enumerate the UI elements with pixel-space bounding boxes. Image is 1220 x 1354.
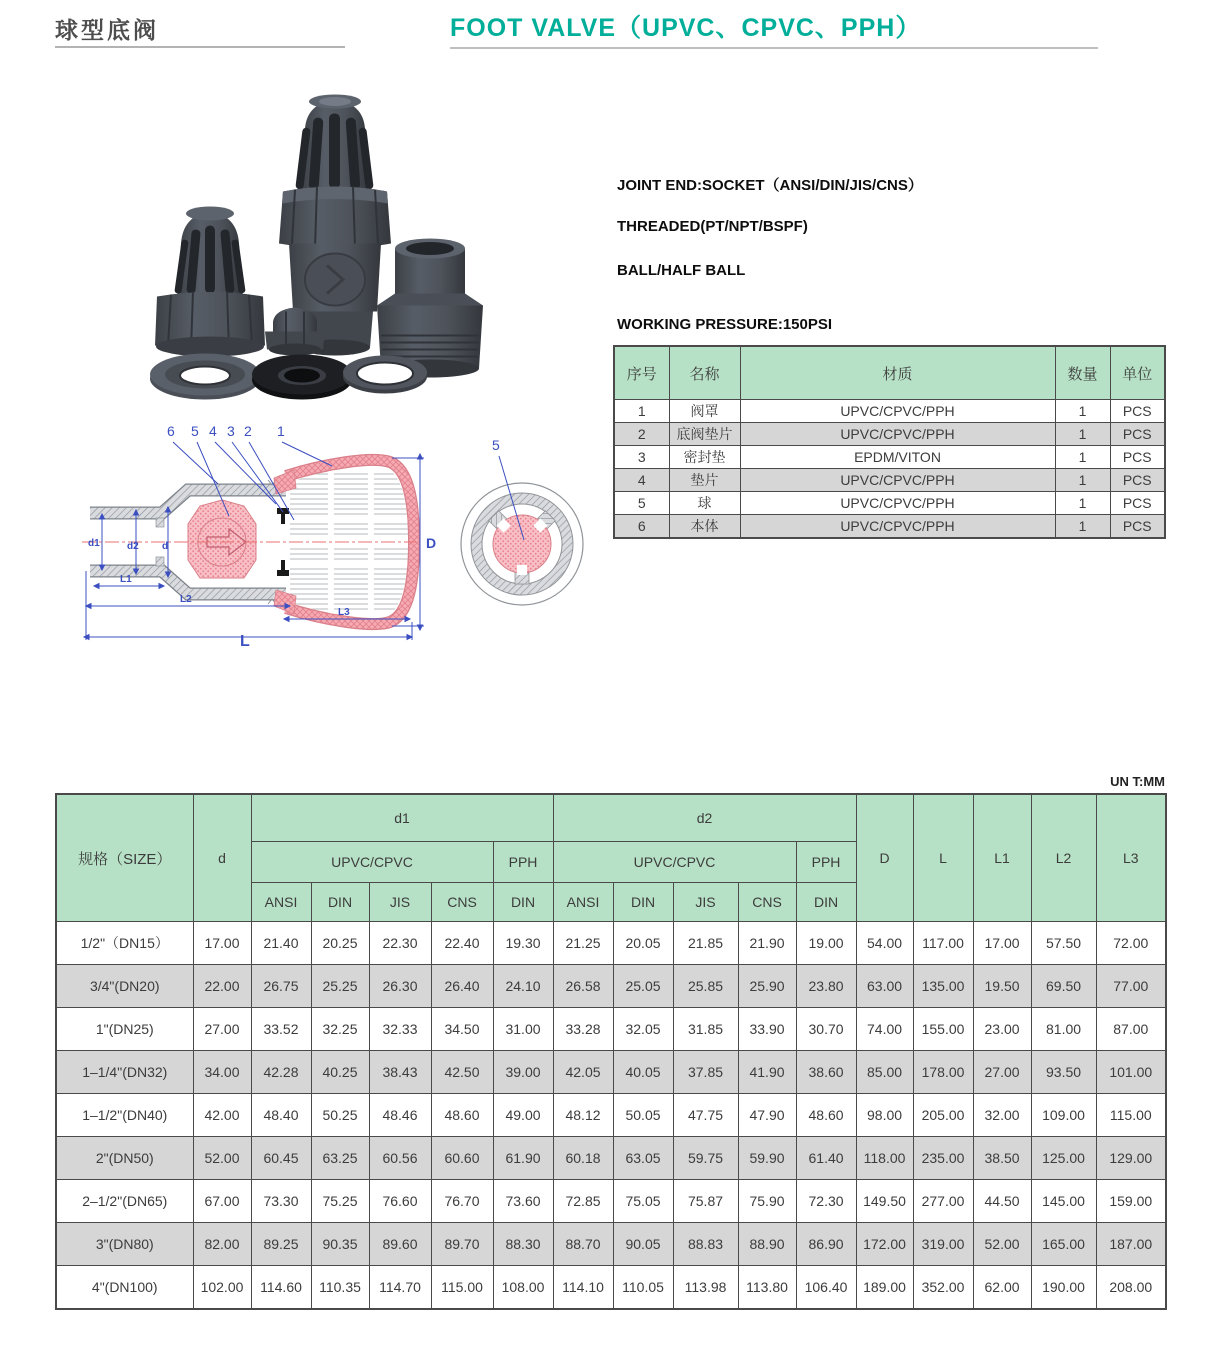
parts-table-cell: PCS [1110,400,1165,423]
drawing-section-view [461,437,583,605]
dim-subheader-ansi-1: ANSI [251,883,311,922]
dim-value-cell: 129.00 [1096,1137,1166,1180]
parts-table-cell: 1 [1055,469,1110,492]
dim-value-cell: 20.25 [311,922,369,965]
dim-value-cell: 115.00 [1096,1094,1166,1137]
dim-value-cell: 42.28 [251,1051,311,1094]
dim-value-cell: 89.25 [251,1223,311,1266]
dim-value-cell: 73.60 [493,1180,553,1223]
dim-value-cell: 208.00 [1096,1266,1166,1310]
dim-value-cell: 72.85 [553,1180,613,1223]
dim-value-cell: 52.00 [193,1137,251,1180]
dim-value-cell: 63.00 [856,965,913,1008]
dim-table-row [56,1180,1166,1223]
dim-value-cell: 48.46 [369,1094,431,1137]
parts-table-row [614,400,1165,423]
dim-value-cell: 88.70 [553,1223,613,1266]
dim-value-cell: 59.75 [673,1137,738,1180]
dim-value-cell: 60.60 [431,1137,493,1180]
dim-size-cell: 1–1/4"(DN32) [56,1051,193,1094]
parts-table-cell: PCS [1110,446,1165,469]
parts-header-name: 名称 [669,346,740,400]
dim-value-cell: 17.00 [193,922,251,965]
dim-label-L1: L1 [120,574,132,585]
dim-size-cell: 1/2"（DN15） [56,922,193,965]
dim-value-cell: 21.90 [738,922,796,965]
parts-header-no: 序号 [614,346,669,400]
dim-value-cell: 23.80 [796,965,856,1008]
dim-value-cell: 40.05 [613,1051,673,1094]
parts-table-cell: 本体 [669,515,740,539]
dim-value-cell: 25.05 [613,965,673,1008]
dim-value-cell: 159.00 [1096,1180,1166,1223]
dim-label-d2: d2 [127,541,139,552]
dim-value-cell: 50.05 [613,1094,673,1137]
dim-header-d1: d1 [251,794,553,842]
dim-value-cell: 25.25 [311,965,369,1008]
dim-value-cell: 72.00 [1096,922,1166,965]
dim-size-cell: 1–1/2"(DN40) [56,1094,193,1137]
parts-table-cell: PCS [1110,423,1165,446]
parts-header-material: 材质 [740,346,1055,400]
dim-value-cell: 88.83 [673,1223,738,1266]
header-rule-left [55,46,345,48]
dim-label-d1: d1 [88,538,100,549]
dim-value-cell: 31.00 [493,1008,553,1051]
dim-header-d2: d2 [553,794,856,842]
dim-value-cell: 76.60 [369,1180,431,1223]
spec-threaded: THREADED(PT/NPT/BSPF) [617,218,808,235]
dim-value-cell: 61.90 [493,1137,553,1180]
dim-value-cell: 165.00 [1031,1223,1096,1266]
dim-value-cell: 89.60 [369,1223,431,1266]
product-photo [105,82,575,415]
dim-header-D: D [856,794,913,922]
photo-gasket-ring [343,356,427,394]
dim-table-row [56,1051,1166,1094]
parts-table-cell: 1 [1055,446,1110,469]
dim-size-cell: 2–1/2"(DN65) [56,1180,193,1223]
dim-subheader-pphdin-2: DIN [796,883,856,922]
photo-gasket-flange [150,354,260,400]
dim-value-cell: 102.00 [193,1266,251,1310]
dim-subheader-jis-2: JIS [673,883,738,922]
dim-value-cell: 25.90 [738,965,796,1008]
dim-value-cell: 90.35 [311,1223,369,1266]
parts-table-cell: UPVC/CPVC/PPH [740,469,1055,492]
parts-table [613,345,1166,539]
dim-value-cell: 101.00 [1096,1051,1166,1094]
dim-value-cell: 38.43 [369,1051,431,1094]
dim-value-cell: 21.25 [553,922,613,965]
dim-value-cell: 113.80 [738,1266,796,1310]
parts-table-cell: 1 [1055,515,1110,539]
dimension-table [55,793,1167,1310]
dim-value-cell: 75.25 [311,1180,369,1223]
dim-table-row [56,1223,1166,1266]
dim-value-cell: 115.00 [431,1266,493,1310]
dim-table-row [56,922,1166,965]
parts-table-cell: 底阀垫片 [669,423,740,446]
dim-value-cell: 38.60 [796,1051,856,1094]
parts-table-cell: PCS [1110,469,1165,492]
parts-header-unit: 单位 [1110,346,1165,400]
dim-value-cell: 62.00 [973,1266,1031,1310]
dim-value-cell: 34.00 [193,1051,251,1094]
parts-table-row [614,515,1165,539]
dim-value-cell: 50.25 [311,1094,369,1137]
drawing-ball [188,500,256,578]
dim-value-cell: 49.00 [493,1094,553,1137]
dim-value-cell: 114.70 [369,1266,431,1310]
parts-table-row [614,469,1165,492]
dim-value-cell: 113.98 [673,1266,738,1310]
dim-table-row [56,1137,1166,1180]
dim-value-cell: 47.75 [673,1094,738,1137]
dim-value-cell: 38.50 [973,1137,1031,1180]
photo-strainer-small [155,207,265,357]
parts-table-cell: UPVC/CPVC/PPH [740,492,1055,515]
dim-header-d: d [193,794,251,922]
dim-label-L: L [240,633,250,650]
dim-value-cell: 86.90 [796,1223,856,1266]
parts-table-cell: 球 [669,492,740,515]
parts-table-cell: PCS [1110,492,1165,515]
dim-value-cell: 155.00 [913,1008,973,1051]
parts-table-row [614,492,1165,515]
dim-value-cell: 74.00 [856,1008,913,1051]
dim-value-cell: 26.58 [553,965,613,1008]
dim-header-row-1 [56,794,1166,842]
dim-value-cell: 114.60 [251,1266,311,1310]
spec-ball: BALL/HALF BALL [617,262,746,279]
dim-value-cell: 57.50 [1031,922,1096,965]
dim-value-cell: 69.50 [1031,965,1096,1008]
dim-value-cell: 110.05 [613,1266,673,1310]
dim-value-cell: 87.00 [1096,1008,1166,1051]
dim-value-cell: 39.00 [493,1051,553,1094]
dim-label-d: d [162,541,169,552]
dim-value-cell: 33.52 [251,1008,311,1051]
dim-value-cell: 352.00 [913,1266,973,1310]
dim-value-cell: 77.00 [1096,965,1166,1008]
dim-header-L1: L1 [973,794,1031,922]
dim-header-L2: L2 [1031,794,1096,922]
dim-value-cell: 85.00 [856,1051,913,1094]
dim-header-pph-2: PPH [796,842,856,883]
dim-value-cell: 32.25 [311,1008,369,1051]
dim-value-cell: 26.40 [431,965,493,1008]
dim-value-cell: 26.30 [369,965,431,1008]
dim-value-cell: 190.00 [1031,1266,1096,1310]
dim-value-cell: 19.30 [493,922,553,965]
dim-size-cell: 3"(DN80) [56,1223,193,1266]
dim-value-cell: 117.00 [913,922,973,965]
parts-table-cell: EPDM/VITON [740,446,1055,469]
dim-value-cell: 23.00 [973,1008,1031,1051]
dim-value-cell: 205.00 [913,1094,973,1137]
dim-value-cell: 32.00 [973,1094,1031,1137]
dim-header-upvc-1: UPVC/CPVC [251,842,493,883]
dim-value-cell: 75.87 [673,1180,738,1223]
dim-value-cell: 33.90 [738,1008,796,1051]
dim-size-cell: 2"(DN50) [56,1137,193,1180]
parts-table-row [614,423,1165,446]
dim-subheader-pphdin-1: DIN [493,883,553,922]
dim-value-cell: 75.05 [613,1180,673,1223]
dim-value-cell: 319.00 [913,1223,973,1266]
dim-value-cell: 189.00 [856,1266,913,1310]
dim-value-cell: 42.00 [193,1094,251,1137]
dim-value-cell: 26.75 [251,965,311,1008]
dim-subheader-cns-2: CNS [738,883,796,922]
dim-value-cell: 76.70 [431,1180,493,1223]
dim-value-cell: 93.50 [1031,1051,1096,1094]
dim-value-cell: 88.90 [738,1223,796,1266]
parts-table-body [614,400,1165,539]
section-callout-5: 5 [492,437,500,453]
dim-value-cell: 40.25 [311,1051,369,1094]
dim-value-cell: 25.85 [673,965,738,1008]
dim-value-cell: 17.00 [973,922,1031,965]
dim-table-row [56,1094,1166,1137]
parts-table-cell: 4 [614,469,669,492]
dim-value-cell: 63.05 [613,1137,673,1180]
dim-subheader-jis-1: JIS [369,883,431,922]
parts-table-cell: 阀罩 [669,400,740,423]
dim-value-cell: 48.40 [251,1094,311,1137]
dim-value-cell: 75.90 [738,1180,796,1223]
spec-working-pressure: WORKING PRESSURE:150PSI [617,316,833,333]
dim-value-cell: 59.90 [738,1137,796,1180]
dim-value-cell: 88.30 [493,1223,553,1266]
dim-size-cell: 3/4"(DN20) [56,965,193,1008]
dim-value-cell: 47.90 [738,1094,796,1137]
parts-table-cell: PCS [1110,515,1165,539]
dim-table-row [56,1266,1166,1310]
dim-value-cell: 149.50 [856,1180,913,1223]
dim-value-cell: 235.00 [913,1137,973,1180]
dim-subheader-din-2: DIN [613,883,673,922]
dim-value-cell: 44.50 [973,1180,1031,1223]
dim-size-cell: 4"(DN100) [56,1266,193,1310]
dim-value-cell: 31.85 [673,1008,738,1051]
dim-value-cell: 73.30 [251,1180,311,1223]
dim-value-cell: 19.50 [973,965,1031,1008]
header-rule-right [450,47,1098,49]
dim-value-cell: 108.00 [493,1266,553,1310]
dim-table-row [56,1008,1166,1051]
dim-value-cell: 20.05 [613,922,673,965]
parts-header-qty: 数量 [1055,346,1110,400]
parts-table-cell: 3 [614,446,669,469]
dim-value-cell: 48.12 [553,1094,613,1137]
dim-value-cell: 187.00 [1096,1223,1166,1266]
dim-value-cell: 98.00 [856,1094,913,1137]
dim-value-cell: 48.60 [796,1094,856,1137]
dim-value-cell: 27.00 [193,1008,251,1051]
dim-subheader-din-1: DIN [311,883,369,922]
dim-label-L2: L2 [180,594,192,605]
dim-value-cell: 67.00 [193,1180,251,1223]
callout-5: 5 [191,423,199,439]
dim-label-L3: L3 [338,607,350,618]
dim-size-cell: 1"(DN25) [56,1008,193,1051]
dim-value-cell: 72.30 [796,1180,856,1223]
dim-value-cell: 118.00 [856,1137,913,1180]
callout-3: 3 [227,423,235,439]
dim-value-cell: 32.33 [369,1008,431,1051]
dim-value-cell: 37.85 [673,1051,738,1094]
dim-value-cell: 42.50 [431,1051,493,1094]
dim-table-body [56,922,1166,1310]
parts-table-cell: 密封垫 [669,446,740,469]
page-title-chinese: 球型底阀 [55,17,159,43]
page-title-english: FOOT VALVE（UPVC、CPVC、PPH） [450,14,922,42]
dim-header-L3: L3 [1096,794,1166,922]
parts-table-cell: 1 [1055,423,1110,446]
callout-2: 2 [244,423,252,439]
dim-header-pph-1: PPH [493,842,553,883]
parts-table-cell: 1 [614,400,669,423]
parts-table-cell: 1 [1055,492,1110,515]
dim-value-cell: 48.60 [431,1094,493,1137]
dim-value-cell: 61.40 [796,1137,856,1180]
dim-value-cell: 22.40 [431,922,493,965]
dim-value-cell: 21.85 [673,922,738,965]
dim-value-cell: 22.00 [193,965,251,1008]
parts-table-row [614,446,1165,469]
dim-value-cell: 24.10 [493,965,553,1008]
callout-4: 4 [209,423,217,439]
dim-value-cell: 27.00 [973,1051,1031,1094]
dim-value-cell: 172.00 [856,1223,913,1266]
dim-value-cell: 41.90 [738,1051,796,1094]
drawing-callout-leaders [173,442,332,520]
dim-value-cell: 42.05 [553,1051,613,1094]
dim-value-cell: 277.00 [913,1180,973,1223]
dim-value-cell: 19.00 [796,922,856,965]
parts-table-cell: 垫片 [669,469,740,492]
dim-value-cell: 60.45 [251,1137,311,1180]
dim-value-cell: 33.28 [553,1008,613,1051]
callout-6: 6 [167,423,175,439]
dim-value-cell: 60.56 [369,1137,431,1180]
spec-joint-end: JOINT END:SOCKET（ANSI/DIN/JIS/CNS） [617,177,923,194]
dim-value-cell: 145.00 [1031,1180,1096,1223]
dim-value-cell: 52.00 [973,1223,1031,1266]
dim-value-cell: 125.00 [1031,1137,1096,1180]
unit-note: UN T:MM [1110,774,1165,789]
dim-value-cell: 34.50 [431,1008,493,1051]
dim-header-upvc-2: UPVC/CPVC [553,842,796,883]
dim-value-cell: 110.35 [311,1266,369,1310]
parts-table-cell: UPVC/CPVC/PPH [740,400,1055,423]
dim-value-cell: 106.40 [796,1266,856,1310]
dim-header-size: 规格（SIZE） [56,794,193,922]
dim-label-D: D [426,535,437,551]
dim-table-row [56,965,1166,1008]
dim-value-cell: 90.05 [613,1223,673,1266]
dim-value-cell: 81.00 [1031,1008,1096,1051]
parts-table-cell: 1 [1055,400,1110,423]
dim-value-cell: 109.00 [1031,1094,1096,1137]
dim-value-cell: 54.00 [856,922,913,965]
dim-value-cell: 60.18 [553,1137,613,1180]
dim-value-cell: 89.70 [431,1223,493,1266]
dim-value-cell: 21.40 [251,922,311,965]
dim-value-cell: 82.00 [193,1223,251,1266]
parts-table-cell: UPVC/CPVC/PPH [740,515,1055,539]
photo-gasket-rubber [252,355,352,400]
dim-value-cell: 135.00 [913,965,973,1008]
dim-subheader-ansi-2: ANSI [553,883,613,922]
dim-value-cell: 30.70 [796,1008,856,1051]
dim-subheader-cns-1: CNS [431,883,493,922]
dim-value-cell: 63.25 [311,1137,369,1180]
dim-value-cell: 22.30 [369,922,431,965]
technical-drawing [72,420,612,655]
parts-table-cell: 5 [614,492,669,515]
dim-value-cell: 32.05 [613,1008,673,1051]
parts-table-cell: 2 [614,423,669,446]
dim-value-cell: 178.00 [913,1051,973,1094]
parts-table-cell: UPVC/CPVC/PPH [740,423,1055,446]
dim-header-L: L [913,794,973,922]
parts-table-cell: 6 [614,515,669,539]
callout-1: 1 [277,423,285,439]
dim-value-cell: 114.10 [553,1266,613,1310]
parts-header-row [614,346,1165,400]
